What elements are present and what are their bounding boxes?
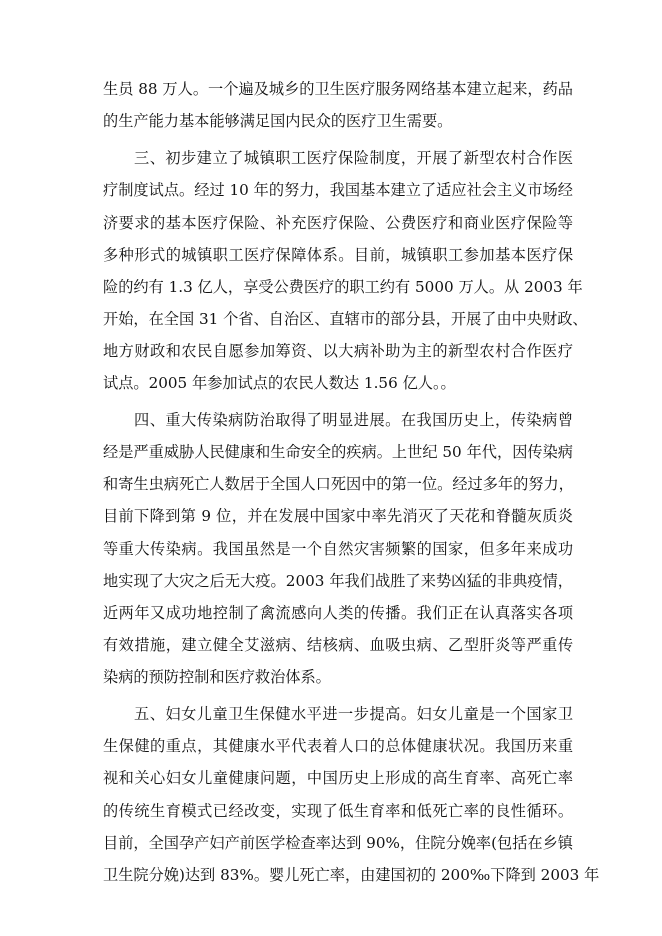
text-line: 卫生院分娩)达到 83%。婴儿死亡率，由建国初的 200‰下降到 2003 年 [103,866,600,884]
text-line: 染病的预防控制和医疗救治体系。 [103,668,331,686]
text-line: 等重大传染病。我国虽然是一个自然灾害频繁的国家，但多年来成功 [103,540,573,558]
text-line: 目前下降到第 9 位，并在发展中国家中率先消灭了天花和脊髓灰质炎 [103,507,573,525]
paragraph-heading-line: 三、初步建立了城镇职工医疗保险制度，开展了新型农村合作医 [134,149,573,167]
paragraph-heading-line: 五、妇女儿童卫生保健水平进一步提高。妇女儿童是一个国家卫 [134,705,573,723]
text-line: 近两年又成功地控制了禽流感向人类的传播。我们正在认真落实各项 [103,604,573,622]
text-line: 多种形式的城镇职工医疗保障体系。目前，城镇职工参加基本医疗保 [103,246,573,264]
text-line: 险的约有 1.3 亿人，享受公费医疗的职工约有 5000 万人。从 2003 年 [103,278,583,296]
text-line: 经是严重威胁人民健康和生命安全的疾病。上世纪 50 年代，因传染病 [103,443,573,461]
text-line: 地实现了大灾之后无大疫。2003 年我们战胜了来势凶猛的非典疫情， [103,572,573,590]
text-line: 地方财政和农民自愿参加筹资、以大病补助为主的新型农村合作医疗 [103,342,573,360]
text-line: 目前，全国孕产妇产前医学检查率达到 90%，住院分娩率(包括在乡镇 [103,834,573,852]
text-line: 生保健的重点，其健康水平代表着人口的总体健康状况。我国历来重 [103,737,573,755]
text-line: 视和关心妇女儿童健康问题，中国历史上形成的高生育率、高死亡率 [103,769,573,787]
text-line: 的生产能力基本能够满足国内民众的医疗卫生需要。 [103,112,453,130]
text-line: 生员 88 万人。一个遍及城乡的卫生医疗服务网络基本建立起来，药品 [103,80,573,98]
text-line: 开始，在全国 31 个省、自治区、直辖市的部分县，开展了由中央财政、 [103,310,588,328]
text-line: 有效措施，建立健全艾滋病、结核病、血吸虫病、乙型肝炎等严重传 [103,636,573,654]
text-line: 济要求的基本医疗保险、补充医疗保险、公费医疗和商业医疗保险等 [103,214,573,232]
paragraph-heading-line: 四、重大传染病防治取得了明显进展。在我国历史上，传染病曾 [134,411,573,429]
text-line: 的传统生育模式已经改变，实现了低生育率和低死亡率的良性循环。 [103,802,573,820]
text-line: 疗制度试点。经过 10 年的努力，我国基本建立了适应社会主义市场经 [103,181,573,199]
text-line: 试点。2005 年参加试点的农民人数达 1.56 亿人。。 [103,374,456,392]
text-line: 和寄生虫病死亡人数居于全国人口死因中的第一位。经过多年的努力， [103,475,574,493]
